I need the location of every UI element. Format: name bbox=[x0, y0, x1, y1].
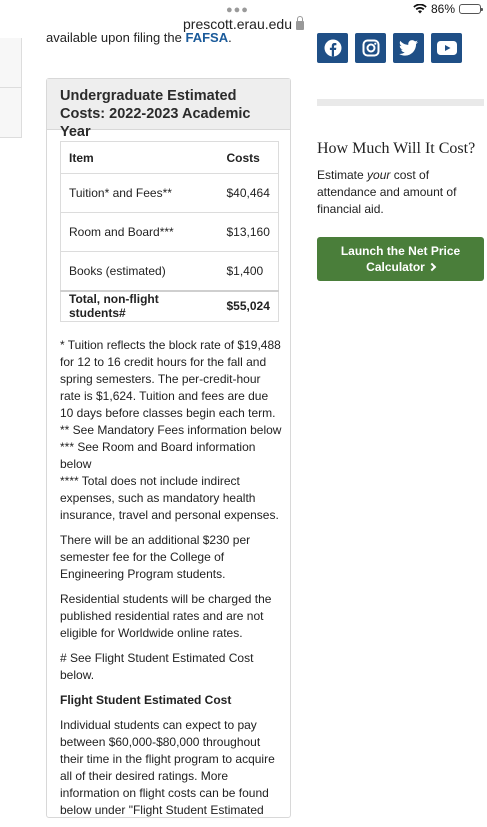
note-tuition: * Tuition reflects the block rate of $19,488 for 12 to 16 credit hours for the fall and spring semesters. The per-credit-hour rate is $1,624. Tuition and fees are due 10 days before classes begin each term. bbox=[60, 338, 281, 420]
left-nav-edge bbox=[0, 38, 22, 138]
col-header-item: Item bbox=[61, 142, 221, 174]
facebook-icon bbox=[324, 39, 342, 57]
fafsa-link[interactable]: FAFSA bbox=[185, 30, 229, 45]
left-nav-item[interactable] bbox=[0, 38, 21, 88]
intro-text-prefix: available upon filing the bbox=[46, 30, 186, 45]
row-cost: $13,160 bbox=[221, 213, 279, 252]
intro-text-fragment bbox=[46, 30, 232, 45]
battery-icon bbox=[459, 4, 481, 14]
para-residential: Residential students will be charged the published residential rates and are not eligible for Worldwide online rates. bbox=[60, 592, 272, 640]
sidebar-title: How Much Will It Cost? bbox=[317, 140, 476, 157]
left-nav-item[interactable] bbox=[0, 88, 21, 138]
intro-text-suffix: . bbox=[228, 30, 232, 45]
cost-notes bbox=[60, 337, 282, 827]
instagram-icon bbox=[362, 39, 380, 57]
net-price-calculator-button[interactable] bbox=[317, 237, 484, 281]
flight-para: Individual students can expect to pay between $60,000-$80,000 throughout their time in the flight program to acquire all of their desired ratings. More information on flight costs can be found below under "Flight Student Estimated bbox=[60, 718, 275, 817]
twitter-icon bbox=[399, 40, 418, 56]
note-fees: ** See Mandatory Fees information below bbox=[60, 423, 282, 437]
youtube-button[interactable] bbox=[431, 33, 462, 63]
row-item: Books (estimated) bbox=[61, 252, 221, 291]
para-flight-ref: # See Flight Student Estimated Cost below. bbox=[60, 651, 254, 682]
row-item: Tuition* and Fees** bbox=[61, 174, 221, 213]
row-cost: $40,464 bbox=[221, 174, 279, 213]
row-item: Room and Board*** bbox=[61, 213, 221, 252]
total-cost: $55,024 bbox=[221, 291, 279, 322]
wifi-icon bbox=[413, 4, 427, 14]
sidebar-divider bbox=[317, 99, 484, 106]
flight-heading: Flight Student Estimated Cost bbox=[60, 693, 232, 707]
note-room-board: *** See Room and Board information below bbox=[60, 440, 256, 471]
table-total-row bbox=[61, 291, 279, 322]
facebook-button[interactable] bbox=[317, 33, 348, 63]
chevron-right-icon bbox=[428, 263, 436, 271]
system-indicators bbox=[413, 2, 481, 16]
sidebar-text-emphasis: your bbox=[367, 168, 391, 182]
instagram-button[interactable] bbox=[355, 33, 386, 63]
para-engineering: There will be an additional $230 per semester fee for the College of Engineering Program students. bbox=[60, 533, 251, 581]
total-item: Total, non-flight students# bbox=[61, 291, 221, 322]
cost-card-title: Undergraduate Estimated Costs: 2022-2023 Academic Year bbox=[60, 88, 251, 140]
sidebar-text-prefix: Estimate bbox=[317, 168, 368, 182]
tab-grabber-dots[interactable]: ●●● bbox=[226, 4, 249, 16]
note-indirect: **** Total does not include indirect expenses, such as mandatory health insurance, travel and personal expenses. bbox=[60, 474, 279, 522]
sidebar-text bbox=[317, 167, 477, 218]
table-row bbox=[61, 213, 279, 252]
cost-card-header bbox=[47, 79, 290, 140]
cost-table bbox=[60, 141, 279, 322]
social-links bbox=[317, 33, 462, 63]
twitter-button[interactable] bbox=[393, 33, 424, 63]
cost-card bbox=[46, 78, 291, 818]
table-row bbox=[61, 174, 279, 213]
lock-icon bbox=[296, 21, 304, 30]
table-header-row bbox=[61, 142, 279, 174]
youtube-icon bbox=[437, 41, 457, 55]
cta-label: Launch the Net Price Calculator bbox=[340, 244, 461, 274]
url-text: prescott.erau.edu bbox=[183, 16, 292, 32]
sidebar-text-suffix: cost of attendance and amount of financial aid. bbox=[317, 168, 457, 216]
battery-percent: 86% bbox=[430, 2, 455, 16]
row-cost: $1,400 bbox=[221, 252, 279, 291]
col-header-costs: Costs bbox=[221, 142, 279, 174]
table-row bbox=[61, 252, 279, 291]
